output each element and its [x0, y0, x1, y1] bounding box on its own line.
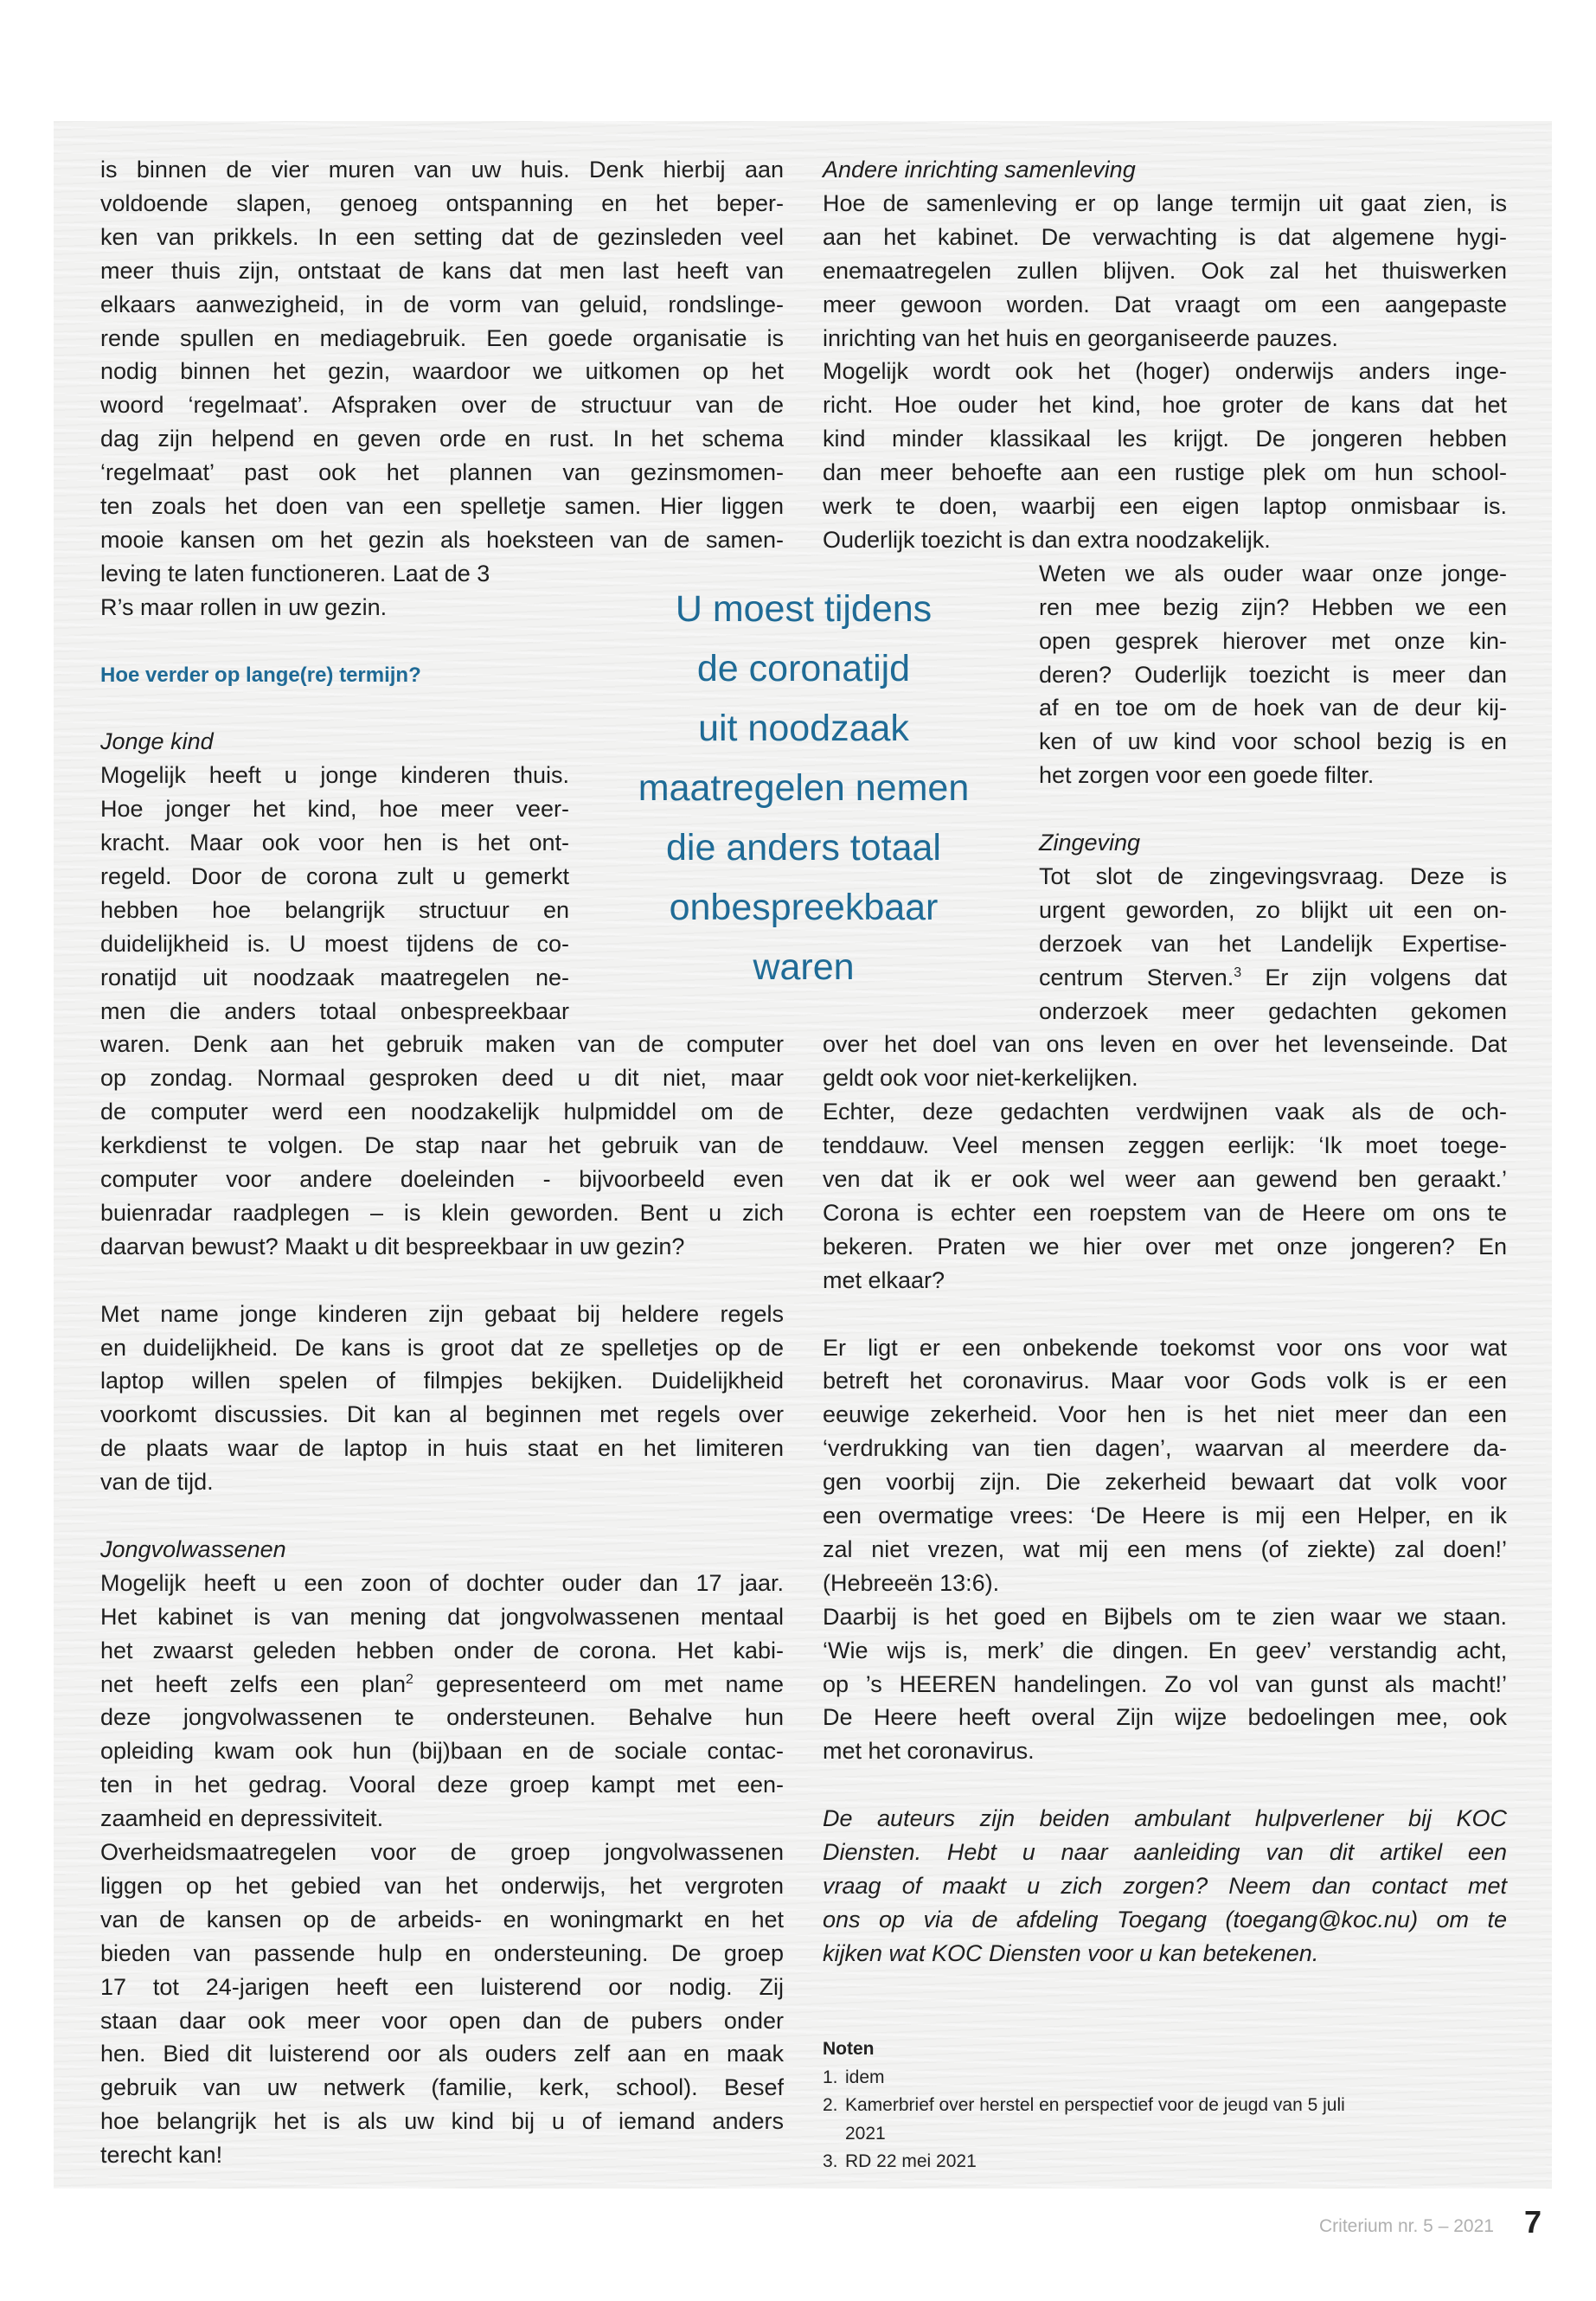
body-text-line: 17 tot 24-jarigen heeft een luisterend oor nodig. Zij: [100, 1973, 784, 2000]
body-text-line: zaamheid en depressiviteit.: [100, 1805, 384, 1832]
body-text-line: terecht kan!: [100, 2142, 223, 2169]
body-text-line: zal niet vrezen, wat mij een mens (of ziekte) zal doen!’: [823, 1535, 1507, 1562]
body-text-line: onderzoek meer gedachten gekomen: [1039, 997, 1507, 1024]
footnote-number: 2.: [823, 2095, 838, 2115]
body-text-line: ten in het gedrag. Vooral deze groep kampt met een-: [100, 1772, 784, 1798]
body-text-line: dag zijn helpend en geven orde en rust. In het schema: [100, 426, 784, 452]
body-text-line: Overheidsmaatregelen voor de groep jongvolwassenen: [100, 1839, 784, 1865]
footnote-number: 3.: [823, 2151, 838, 2171]
subsection-heading: Jonge kind: [100, 728, 214, 755]
body-text-line: deren? Ouderlijk toezicht is meer dan: [1039, 661, 1507, 688]
body-text-line: Met name jonge kinderen zijn gebaat bij heldere regels: [100, 1300, 784, 1327]
pull-quote-line: U moest tijdens: [675, 588, 933, 630]
publication-footer: Criterium nr. 5 – 2021: [1319, 2216, 1494, 2236]
body-text-line: bieden van passende hulp en ondersteuning. De groep: [100, 1939, 784, 1966]
body-text-line: richt. Hoe ouder het kind, hoe groter de kans dat het: [823, 392, 1507, 419]
body-text-line: van de tijd.: [100, 1469, 214, 1496]
subsection-heading: Andere inrichting samenleving: [823, 157, 1136, 183]
body-text-line: tenddauw. Veel mensen zeggen eerlijk: ‘Ik moet toege-: [823, 1132, 1507, 1159]
body-text-line: duidelijkheid is. U moest tijdens de co-: [100, 930, 569, 957]
body-text-line: Hoe jonger het kind, hoe meer veer-: [100, 796, 569, 823]
body-text-line: meer thuis zijn, ontstaat de kans dat men last heeft van: [100, 257, 784, 284]
body-text-line: kracht. Maar ook voor hen is het ont-: [100, 830, 569, 856]
body-text-line: ren mee bezig zijn? Hebben we een: [1039, 593, 1507, 620]
body-text-line: hen. Bied dit luisterend oor als ouders zelf aan en maak: [100, 2041, 784, 2067]
body-text-line: een overmatige vrees: ‘De Heere is mij een Helper, en ik: [823, 1503, 1507, 1529]
body-text-line: waren. Denk aan het gebruik maken van de computer: [100, 1031, 784, 1058]
section-heading: Hoe verder op lange(re) termijn?: [100, 663, 421, 687]
body-text-line: ten zoals het doen van een spelletje samen. Hier liggen: [100, 493, 784, 519]
body-text-line: af en toe om de hoek van de deur kij-: [1039, 695, 1507, 721]
body-text-line: derzoek van het Landelijk Expertise-: [1039, 930, 1507, 957]
body-text-line: De Heere heeft overal Zijn wijze bedoelingen mee, ook: [823, 1704, 1507, 1731]
body-text-line: aan het kabinet. De verwachting is dat algemene hygi-: [823, 223, 1507, 250]
pull-quote-line: maatregelen nemen: [638, 767, 970, 809]
body-text-line: dan meer behoefte aan een rustige plek om hun school-: [823, 459, 1507, 486]
body-text-line: opleiding kwam ook hun (bij)baan en de sociale contac-: [100, 1738, 784, 1765]
footnote-reference: 2: [406, 1671, 413, 1687]
body-text-line: met elkaar?: [823, 1266, 945, 1293]
page-number: 7: [1524, 2204, 1542, 2240]
footnote-reference: 3: [1234, 965, 1242, 980]
author-note-line: De auteurs zijn beiden ambulant hulpverlener bij KOC: [823, 1805, 1507, 1832]
body-text-line: voldoende slapen, genoeg ontspanning en het beper-: [100, 189, 784, 216]
body-text-line: en duidelijkheid. De kans is groot dat ze spelletjes op de: [100, 1334, 784, 1361]
body-text-line: rende spullen en mediagebruik. Een goede organisatie is: [100, 324, 784, 351]
pull-quote-line: waren: [753, 946, 855, 988]
body-text-line: Daarbij is het goed en Bijbels om te zien waar we staan.: [823, 1603, 1507, 1630]
body-text-line: daarvan bewust? Maakt u dit bespreekbaar in uw gezin?: [100, 1233, 685, 1259]
body-text-line: Corona is echter een roepstem van de Heere om ons te: [823, 1199, 1507, 1226]
body-text-line: Echter, deze gedachten verdwijnen vaak als de och-: [823, 1099, 1507, 1125]
body-text-line: hebben hoe belangrijk structuur en: [100, 896, 569, 923]
body-text-line: liggen op het gebied van het onderwijs, het vergroten: [100, 1872, 784, 1899]
body-text-line: regeld. Door de corona zult u gemerkt: [100, 862, 569, 889]
body-text-line: ‘verdrukking van tien dagen’, waarvan al meerdere da-: [823, 1435, 1507, 1462]
footnote-text: RD 22 mei 2021: [845, 2151, 977, 2171]
footnotes-title: Noten: [823, 2039, 875, 2059]
body-text-line: mooie kansen om het gezin als hoeksteen van de samen-: [100, 526, 784, 553]
pull-quote-line: onbespreekbaar: [669, 887, 939, 928]
body-text-line: gen voorbij zijn. Die zekerheid bewaart dat volk voor: [823, 1469, 1507, 1496]
body-text-line: buienradar raadplegen – is klein geworden. Bent u zich: [100, 1199, 784, 1226]
body-text-line: Mogelijk heeft u een zoon of dochter ouder dan 17 jaar.: [100, 1569, 784, 1596]
body-text-line: voorkomt discussies. Dit kan al beginnen met regels over: [100, 1401, 784, 1428]
body-text-line: (Hebreeën 13:6).: [823, 1569, 1000, 1596]
footnote-2-continuation: 2021: [845, 2123, 886, 2144]
body-text-line: Er ligt er een onbekende toekomst voor ons voor wat: [823, 1334, 1507, 1361]
body-text-line: geldt ook voor niet-kerkelijken.: [823, 1065, 1138, 1092]
body-text-line: ken van prikkels. In een setting dat de gezinsleden veel: [100, 223, 784, 250]
body-text-line: werk te doen, waarbij een eigen laptop onmisbaar is.: [823, 493, 1507, 519]
body-text-line: ven dat ik er ook wel weer aan gewend ben geraakt.’: [823, 1166, 1507, 1192]
body-text-line: Weten we als ouder waar onze jonge-: [1039, 560, 1507, 586]
body-text-line: Mogelijk heeft u jonge kinderen thuis.: [100, 762, 569, 789]
body-text-line: de plaats waar de laptop in huis staat en het limiteren: [100, 1435, 784, 1462]
body-text-line: men die anders totaal onbespreekbaar: [100, 997, 569, 1024]
body-text-line: centrum Sterven.$^3$ Er zijn volgens dat: [1039, 964, 1507, 990]
author-note-line: Diensten. Hebt u naar aanleiding van dit artikel een: [823, 1839, 1507, 1865]
body-text-line: net heeft zelfs een plan$^2$ gepresenteerd om met name: [100, 1670, 784, 1697]
body-text-line: deze jongvolwassenen te ondersteunen. Behalve hun: [100, 1704, 784, 1731]
body-text-line: kerkdienst te volgen. De stap naar het gebruik van de: [100, 1132, 784, 1159]
body-text-line: het zorgen voor een goede filter.: [1039, 762, 1375, 789]
body-text-line: bekeren. Praten we hier over met onze jongeren? En: [823, 1233, 1507, 1259]
body-text-line: de computer werd een noodzakelijk hulpmiddel om de: [100, 1099, 784, 1125]
body-text-line: kind minder klassikaal les krijgt. De jongeren hebben: [823, 426, 1507, 452]
body-text-line: Ouderlijk toezicht is dan extra noodzakelijk.: [823, 526, 1271, 553]
body-text-line: urgent geworden, zo blijkt uit een on-: [1039, 896, 1507, 923]
body-text-line: Het kabinet is van mening dat jongvolwassenen mentaal: [100, 1603, 784, 1630]
pull-quote-line: de coronatijd: [696, 648, 911, 689]
body-text-line: ken of uw kind voor school bezig is en: [1039, 728, 1507, 755]
body-text-line: enemaatregelen zullen blijven. Ook zal het thuiswerken: [823, 257, 1507, 284]
author-note-line: kijken wat KOC Diensten voor u kan betekenen.: [823, 1939, 1319, 1966]
footnote-2: [823, 2092, 1515, 2120]
body-text-line: nodig binnen het gezin, waardoor we uitkomen op het: [100, 358, 784, 385]
body-text-line: Tot slot de zingevingsvraag. Deze is: [1039, 862, 1507, 889]
body-text-line: betreft het coronavirus. Maar voor Gods volk is er een: [823, 1368, 1507, 1394]
author-note-line: vraag of maakt u zich zorgen? Neem dan contact met: [823, 1872, 1507, 1899]
footnote-1: [823, 2064, 1515, 2093]
body-text-line: eeuwige zekerheid. Voor hen is het niet meer dan een: [823, 1401, 1507, 1428]
body-text-line: met het coronavirus.: [823, 1738, 1035, 1765]
body-text-line: computer voor andere doeleinden - bijvoorbeeld even: [100, 1166, 784, 1192]
body-text-line: over het doel van ons leven en over het levenseinde. Dat: [823, 1031, 1507, 1058]
body-text-line: inrichting van het huis en georganiseerde pauzes.: [823, 324, 1338, 351]
pull-quote-line: uit noodzaak: [698, 708, 909, 749]
body-text-line: ‘Wie wijs is, merk’ die dingen. En geev’ verstandig acht,: [823, 1637, 1507, 1663]
body-text-line: van de kansen op de arbeids- en woningmarkt en het: [100, 1906, 784, 1932]
pull-quote: [587, 580, 1020, 997]
footnotes: [823, 2035, 1515, 2176]
body-text-line: het zwaarst geleden hebben onder de corona. Het kabi-: [100, 1637, 784, 1663]
author-note-line: ons op via de afdeling Toegang (toegang@koc.nu) om te: [823, 1906, 1507, 1932]
body-text-line: ronatijd uit noodzaak maatregelen ne-: [100, 964, 569, 990]
body-text-line: is binnen de vier muren van uw huis. Denk hierbij aan: [100, 157, 784, 183]
body-text-line: R’s maar rollen in uw gezin.: [100, 593, 388, 620]
body-text-line: elkaars aanwezigheid, in de vorm van geluid, rondslinge-: [100, 291, 784, 317]
footnote-number: 1.: [823, 2067, 838, 2087]
body-text-line: gebruik van uw netwerk (familie, kerk, school). Besef: [100, 2074, 784, 2101]
footnote-3: [823, 2148, 1515, 2176]
body-text-line: hoe belangrijk het is als uw kind bij u of iemand anders: [100, 2108, 784, 2135]
body-text-line: laptop willen spelen of filmpjes bekijken. Duidelijkheid: [100, 1368, 784, 1394]
body-text-line: woord ‘regelmaat’. Afspraken over de structuur van de: [100, 392, 784, 419]
pull-quote-line: die anders totaal: [666, 827, 941, 868]
body-text-line: meer gewoon worden. Dat vraagt om een aangepaste: [823, 291, 1507, 317]
body-text-line: op ’s HEEREN handelingen. Zo vol van gunst als macht!’: [823, 1670, 1507, 1697]
body-text-line: staan daar ook meer voor open dan de pubers onder: [100, 2007, 784, 2034]
body-text-line: op zondag. Normaal gesproken deed u dit niet, maar: [100, 1065, 784, 1092]
footnote-text: idem: [845, 2067, 885, 2087]
body-text-line: Hoe de samenleving er op lange termijn uit gaat zien, is: [823, 189, 1507, 216]
body-text-line: open gesprek hierover met onze kin-: [1039, 627, 1507, 654]
subsection-heading: Zingeving: [1039, 830, 1141, 856]
body-text-line: leving te laten functioneren. Laat de 3: [100, 560, 490, 586]
body-text-line: ‘regelmaat’ past ook het plannen van gezinsmomen-: [100, 459, 784, 486]
body-text-line: Mogelijk wordt ook het (hoger) onderwijs anders inge-: [823, 358, 1507, 385]
footnote-text: Kamerbrief over herstel en perspectief voor de jeugd van 5 juli: [845, 2095, 1345, 2115]
subsection-heading: Jongvolwassenen: [100, 1535, 286, 1562]
